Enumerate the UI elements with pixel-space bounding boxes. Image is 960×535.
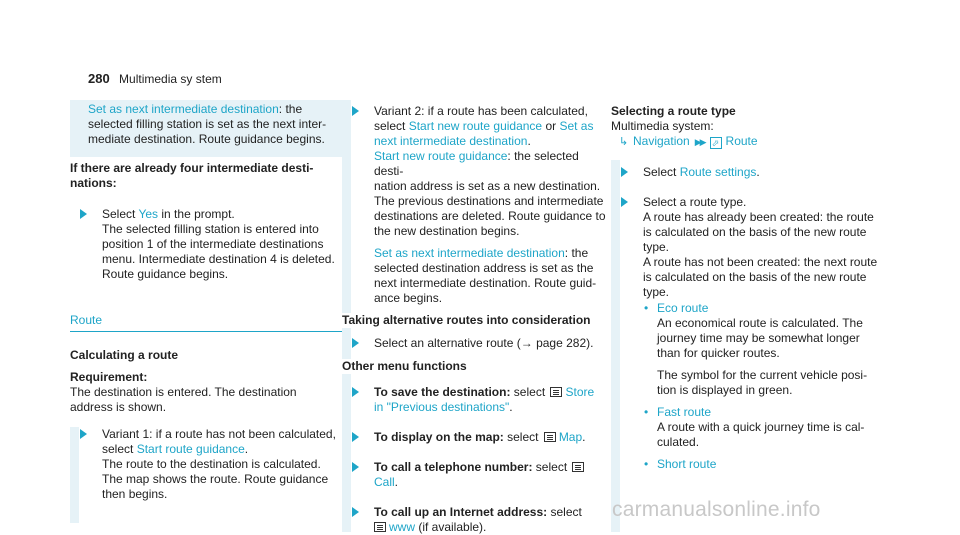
link-short-route[interactable]: Short route [657,457,717,471]
bullet-dot: • [644,457,649,471]
bullet-fast-route: • Fast route A route with a quick journey time is cal‐ culated. [644,405,865,449]
link-start-route-guidance[interactable]: Start route guidance [136,442,245,456]
link-navigation[interactable]: Navigation [633,134,690,148]
column-3: Selecting a route type Multimedia system: ↳ Navigation ▶▶ ⬀ Route Select Route settings. Select a route type. A route has already been created: the route is calculated on the basis of the new route type. A route has not been created: the next route is calculated on the basis of the new route type. • Eco route An economical route is calculated. The journey time may be somewhat longer than for quicker routes. The symbol for the current vehicle posi‐ tion is displayed in green. • Fast route A route with a quick journey time is cal‐ culated. • Short route [611,100,885,472]
heading-route-type: Selecting a route type [611,104,736,118]
step-variant-2: Variant 2: if a route has been calculated, select Start new route guidance or Set as next intermediate destination. [342,104,608,149]
step-select-route-type: Select a route type. A route has already been created: the route is calculated on the basis of the new route type. A route has not been created: the next route is calculated on the basis of the new route type. • Eco route An economical route is calculated. The journey time may be somewhat longer than for quicker routes. The symbol for the current vehicle posi‐ tion is displayed in green. • Fast route A route with a quick journey time is cal‐ culated. • Short route [611,195,885,472]
step-call-telephone: To call a telephone number: select Call. [342,460,608,490]
watermark: carmanualsonline.info [612,498,821,521]
page-header [88,71,222,87]
step-display-map: To display on the map: select Map. [342,430,608,445]
arrow-icon [621,197,628,207]
link-www[interactable]: www [389,520,415,534]
link-set-as[interactable]: Set as [559,119,594,133]
link-store[interactable]: Store [565,385,595,399]
bullet-dot: • [644,405,649,419]
section-route [70,313,342,332]
step-save-destination: To save the destination: select Store in "Previous destinations". [342,385,608,415]
link-start-new-route[interactable]: Start new route guidance [408,119,543,133]
link-set-next-intermediate[interactable]: Set as next intermediate destination [88,102,279,116]
heading-other-menu: Other menu functions [342,359,467,373]
page-number: 280 [88,71,110,86]
arrow-icon [352,432,359,442]
page-title: Multimedia sy stem [119,72,222,86]
navigation-arrow-icon: ⬀ [710,137,722,149]
bullet-dot: • [644,301,649,315]
link-set-next-intermediate-2[interactable]: Set as next intermediate destination [374,246,565,260]
menu-icon [550,387,562,397]
heading-alternative-routes: Taking alternative routes into consideration [342,313,591,327]
variant-2-details: Start new route guidance: the selected desti‐ nation address is set as a new destination. The previous destinations and intermediate destinations are deleted. Route guidance to the new destination begins. Set as next intermediate destination: the selected destination address is set as the next intermediate destination. Route guid‐ ance begins. [374,149,606,305]
bullet-short-route [643,457,885,472]
menu-icon [544,432,556,442]
step-alternative-route: Select an alternative route (→ page 282). [342,336,608,351]
link-fast-route[interactable]: Fast route [657,405,712,419]
note-bar: Set as next intermediate destination: the selected filling station is set as the next inter‐ mediate destination. Route guidance begins. [70,100,342,157]
step-select-route-settings: Select Route settings. [611,165,885,180]
double-chevron-icon: ▶▶ [694,137,705,147]
link-map[interactable]: Map [558,430,583,444]
link-call[interactable]: Call [374,475,395,489]
link-route-settings[interactable]: Route settings [679,165,757,179]
section-title: Route [70,313,342,332]
step-select-yes: Select Yes in the prompt. The selected filling station is entered into position 1 of the intermediate destinations menu. Intermediate destination 4 is deleted. Route guidance begins. [70,207,342,282]
requirement-label: Requirement: [70,370,148,384]
step-variant-1: Variant 1: if a route has not been calculated, select Start route guidance. The route to the destination is calculated. The map shows the route. Route guidance then begins. [70,427,342,502]
link-start-new-route-2[interactable]: Start new route guidance [374,149,508,163]
link-route[interactable]: Route [725,134,758,148]
arrow-icon [352,462,359,472]
arrow-icon [352,106,359,116]
column-1: Set as next intermediate destination: the selected filling station is set as the next inter‐ mediate destination. Route guidance begins. If there are already four intermediate desti‐ nations: Select Yes in the prompt. The selected filling station is entered into position 1 of the intermediate destinations menu. Intermediate destination 4 is deleted. Route guidance begins. Route Calculating a route Requirement: The destination is entered. The destination address is shown. Variant 1: if a route has not been calculated, select Start route guidance. The route to the destination is calculated. The map shows the route. Route guidance then begins. [70,100,342,502]
heading-calculating-route: Calculating a route [70,348,179,362]
link-eco-route[interactable]: Eco route [657,301,709,315]
arrow-icon [352,507,359,517]
column-2 [342,100,608,535]
heading-four-intermediate: If there are already four intermediate desti‐ nations: [70,161,314,190]
arrow-icon [352,387,359,397]
bullet-eco-route: • Eco route An economical route is calculated. The journey time may be somewhat longer than for quicker routes. The symbol for the current vehicle posi‐ tion is displayed in green. [644,301,868,397]
arrow-icon [80,209,87,219]
link-yes[interactable]: Yes [138,207,159,221]
arrow-icon [352,338,359,348]
return-arrow-icon: ↳ [619,136,629,148]
arrow-icon [621,167,628,177]
nav-path [611,134,885,150]
menu-icon [374,522,386,532]
menu-icon [572,462,584,472]
step-internet-address: To call up an Internet address: select www (if available). [342,505,608,535]
arrow-icon [80,429,87,439]
